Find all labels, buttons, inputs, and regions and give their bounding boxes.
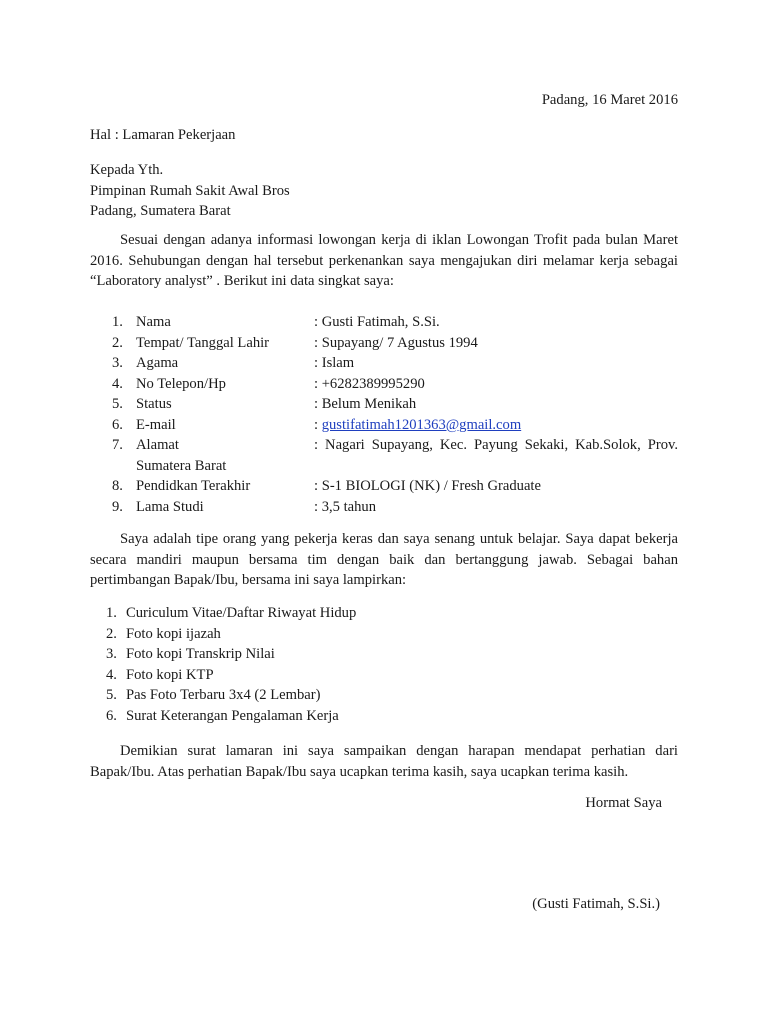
item-number: 4. [106, 666, 117, 683]
data-row [90, 333, 678, 354]
item-label: Pas Foto Terbaru 3x4 (2 Lembar) [126, 687, 321, 703]
item-number: 6. [112, 416, 123, 433]
item-label: Status [136, 396, 172, 412]
item-label: Tempat/ Tanggal Lahir [136, 334, 270, 351]
item-value: : Belum Menikah [314, 396, 417, 412]
item-number: 5. [106, 687, 117, 703]
body-text: Saya adalah tipe orang yang pekerja keras dan saya senang untuk belajar. Saya dapat bekerja secara mandiri maupun bersama tim dengan baik dan bertanggung jawab. Sebagai bahan pertimbangan Bapak/Ibu, bersama ini saya lampirkan: [90, 531, 678, 588]
item-number: 6. [106, 707, 117, 724]
attachment-item [90, 603, 678, 624]
attachment-list [90, 603, 678, 726]
item-value: : Islam [314, 355, 355, 371]
item-number: 7. [112, 437, 123, 453]
item-number: 4. [112, 375, 123, 392]
item-number: 2. [112, 334, 123, 351]
data-row [90, 476, 678, 497]
item-label: Agama [136, 355, 179, 371]
item-value: : Gusti Fatimah, S.Si. [314, 314, 440, 330]
closing-text: Demikian surat lamaran ini saya sampaikan dengan harapan mendapat perhatian dari Bapak/Ibu. Atas perhatian Bapak/Ibu saya ucapkan terima kasih, saya ucapkan terima kasih. [90, 743, 678, 780]
attachment-item [90, 624, 678, 645]
data-row [90, 394, 678, 415]
data-row [90, 353, 678, 374]
item-label: Lama Studi [136, 498, 204, 515]
item-number: 1. [112, 314, 123, 330]
letter-date: Padang, 16 Maret 2016 [541, 92, 678, 108]
item-value [314, 415, 521, 436]
recipient-line: Pimpinan Rumah Sakit Awal Bros [90, 182, 290, 199]
letter-subject: Hal : Lamaran Pekerjaan [90, 127, 236, 143]
recipient-line: Kepada Yth. [90, 162, 164, 178]
data-row [90, 312, 678, 333]
email-link[interactable]: gustifatimah1201363@gmail.com [321, 416, 522, 433]
item-label: Foto kopi ijazah [126, 625, 221, 642]
item-label: Pendidkan Terakhir [136, 478, 251, 494]
data-row [90, 497, 678, 518]
signature-name: (Gusti Fatimah, S.Si.) [532, 896, 660, 912]
item-label: Curiculum Vitae/Daftar Riwayat Hidup [126, 605, 357, 621]
item-number: 8. [112, 478, 123, 494]
item-label: Alamat [136, 437, 179, 453]
closing-paragraph [90, 741, 678, 782]
item-number: 3. [106, 646, 117, 662]
item-number: 1. [106, 605, 117, 621]
recipient-line: Padang, Sumatera Barat [90, 203, 231, 219]
item-label: Foto kopi KTP [126, 666, 214, 683]
attachment-item [90, 706, 678, 727]
item-value: : S-1 BIOLOGI (NK) / Fresh Graduate [314, 478, 541, 494]
item-label: Foto kopi Transkrip Nilai [126, 646, 275, 662]
item-value: : Supayang/ 7 Agustus 1994 [314, 334, 478, 351]
personal-data-list [90, 312, 678, 517]
data-row [90, 435, 678, 456]
item-label: No Telepon/Hp [136, 375, 226, 392]
attachment-item [90, 685, 678, 706]
item-value: : Nagari Supayang, Kec. Payung Sekaki, Kab.Solok, Prov. [314, 437, 678, 453]
value-prefix: : [314, 416, 322, 433]
intro-paragraph [90, 230, 678, 292]
data-row-continuation [90, 456, 678, 477]
item-number: 9. [112, 498, 123, 515]
item-label: Nama [136, 314, 171, 330]
item-value-continuation: Sumatera Barat [136, 457, 227, 474]
attachment-item [90, 644, 678, 665]
attachment-item [90, 665, 678, 686]
item-value: : +6282389995290 [314, 375, 425, 392]
recipient-block [90, 160, 290, 222]
data-row [90, 374, 678, 395]
item-number: 3. [112, 355, 123, 371]
item-label: Surat Keterangan Pengalaman Kerja [126, 707, 339, 724]
body-paragraph [90, 529, 678, 591]
item-label: E-mail [136, 416, 176, 433]
item-number: 5. [112, 396, 123, 412]
data-row [90, 415, 678, 436]
item-value: : 3,5 tahun [314, 498, 377, 515]
item-number: 2. [106, 625, 117, 642]
intro-text: Sesuai dengan adanya informasi lowongan kerja di iklan Lowongan Trofit pada bulan Maret 2016. Sehubungan dengan hal tersebut perkenankan saya mengajukan diri melamar kerja sebagai “Laboratory analyst” . Berikut ini data singkat saya: [90, 232, 678, 289]
closing-salutation: Hormat Saya [585, 795, 662, 811]
